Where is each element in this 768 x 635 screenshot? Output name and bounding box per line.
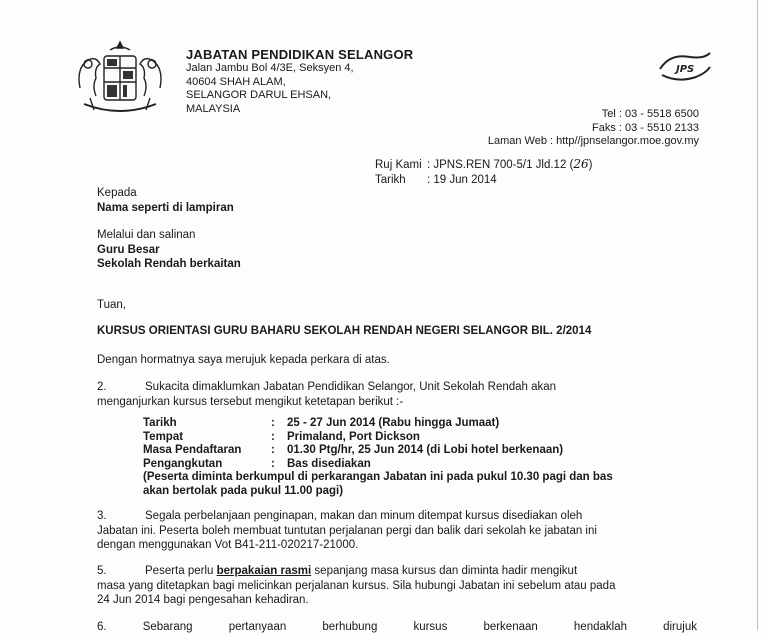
recipient-name: Nama seperti di lampiran [97, 201, 234, 214]
paragraph-number: 2. [97, 381, 107, 393]
salutation: Tuan, [97, 299, 126, 311]
paragraph-1: Dengan hormatnya saya merujuk kepada perkara di atas. [97, 354, 390, 366]
paragraph-number: 6. [97, 621, 107, 633]
detail-row: Tarikh : 25 - 27 Jun 2014 (Rabu hingga Jumaat) [143, 417, 500, 429]
contact-block [488, 108, 699, 149]
detail-row: Masa Pendaftaran : 01.30 Ptg/hr, 25 Jun 2014 (di Lobi hotel berkenaan) [143, 444, 564, 456]
address-line: Jalan Jambu Bol 4/3E, Seksyen 4, [186, 62, 354, 74]
jps-logo-icon [656, 49, 714, 85]
course-details [143, 417, 613, 498]
paragraph-number: 5. [97, 565, 107, 577]
paragraph-number: 3. [97, 510, 107, 522]
detail-note: akan bertolak pada pukul 11.00 pagi) [143, 484, 344, 497]
reference-number: Ruj Kami : JPNS.REN 700-5/1 Jld.12 (26) [375, 157, 593, 171]
copy-block [97, 228, 241, 272]
organization-name: JABATAN PENDIDIKAN SELANGOR [186, 47, 414, 62]
fax: Faks : 03 - 5510 2133 [591, 121, 699, 134]
kepada-label: Kepada [97, 187, 137, 199]
paragraph-5: 5. Peserta perlu berpakaian rasmi sepanjang masa kursus dan diminta hadir mengikut masa yang ditetapkan bagi melicinkan perjalanan kursus. Sila hubungi Jabatan ini sebelum atau pada 24 Jun 2014 bagi pengesahan kehadiran. [97, 565, 616, 606]
paragraph-2: 2. Sukacita dimaklumkan Jabatan Pendidikan Selangor, Unit Sekolah Rendah akan menganjurkan kursus tersebut mengikut ketetapan berikut :- [97, 381, 557, 408]
detail-note: (Peserta diminta berkumpul di perkarangan Jabatan ini pada pukul 10.30 pagi dan bas [143, 471, 613, 483]
paragraph-6: 6. Sebarang pertanyaan berhubung kursus berkenaan hendaklah dirujuk [97, 621, 697, 633]
reference-block [375, 157, 593, 187]
melalui-label: Melalui dan salinan [97, 229, 196, 241]
telephone: Tel : 03 - 5518 6500 [601, 108, 699, 120]
address-line: 40604 SHAH ALAM, [186, 75, 286, 88]
recipient-block [97, 186, 234, 215]
copy-recipient-school: Sekolah Rendah berkaitan [97, 258, 241, 270]
jps-logo-text: JPS [676, 64, 695, 75]
coat-of-arms-icon [70, 38, 170, 124]
address-line: MALAYSIA [186, 102, 241, 115]
handwritten-number: 26 [573, 157, 589, 171]
address-line: SELANGOR DARUL EHSAN, [186, 89, 332, 101]
page-edge [757, 0, 758, 630]
paragraph-3: 3. Segala perbelanjaan penginapan, makan dan minum ditempat kursus disediakan oleh Jabatan ini. Peserta boleh membuat tuntutan perjalanan pergi dan balik dari sekolah ke jabatan ini dengan menggunakan Vot B41-211-020217-21000. [97, 510, 597, 551]
detail-row: Tempat : Primaland, Port Dickson [143, 430, 420, 443]
letter-subject: KURSUS ORIENTASI GURU BAHARU SEKOLAH RENDAH NEGERI SELANGOR BIL. 2/2014 [97, 325, 592, 337]
reference-date: Tarikh : 19 Jun 2014 [375, 173, 497, 186]
detail-row: Pengangkutan : Bas disediakan [143, 457, 371, 470]
website: Laman Web : http//jpnselangor.moe.gov.my [487, 135, 699, 147]
emphasis-text: berpakaian rasmi [216, 565, 312, 577]
organization-address [186, 62, 354, 116]
copy-recipient: Guru Besar [97, 243, 160, 256]
